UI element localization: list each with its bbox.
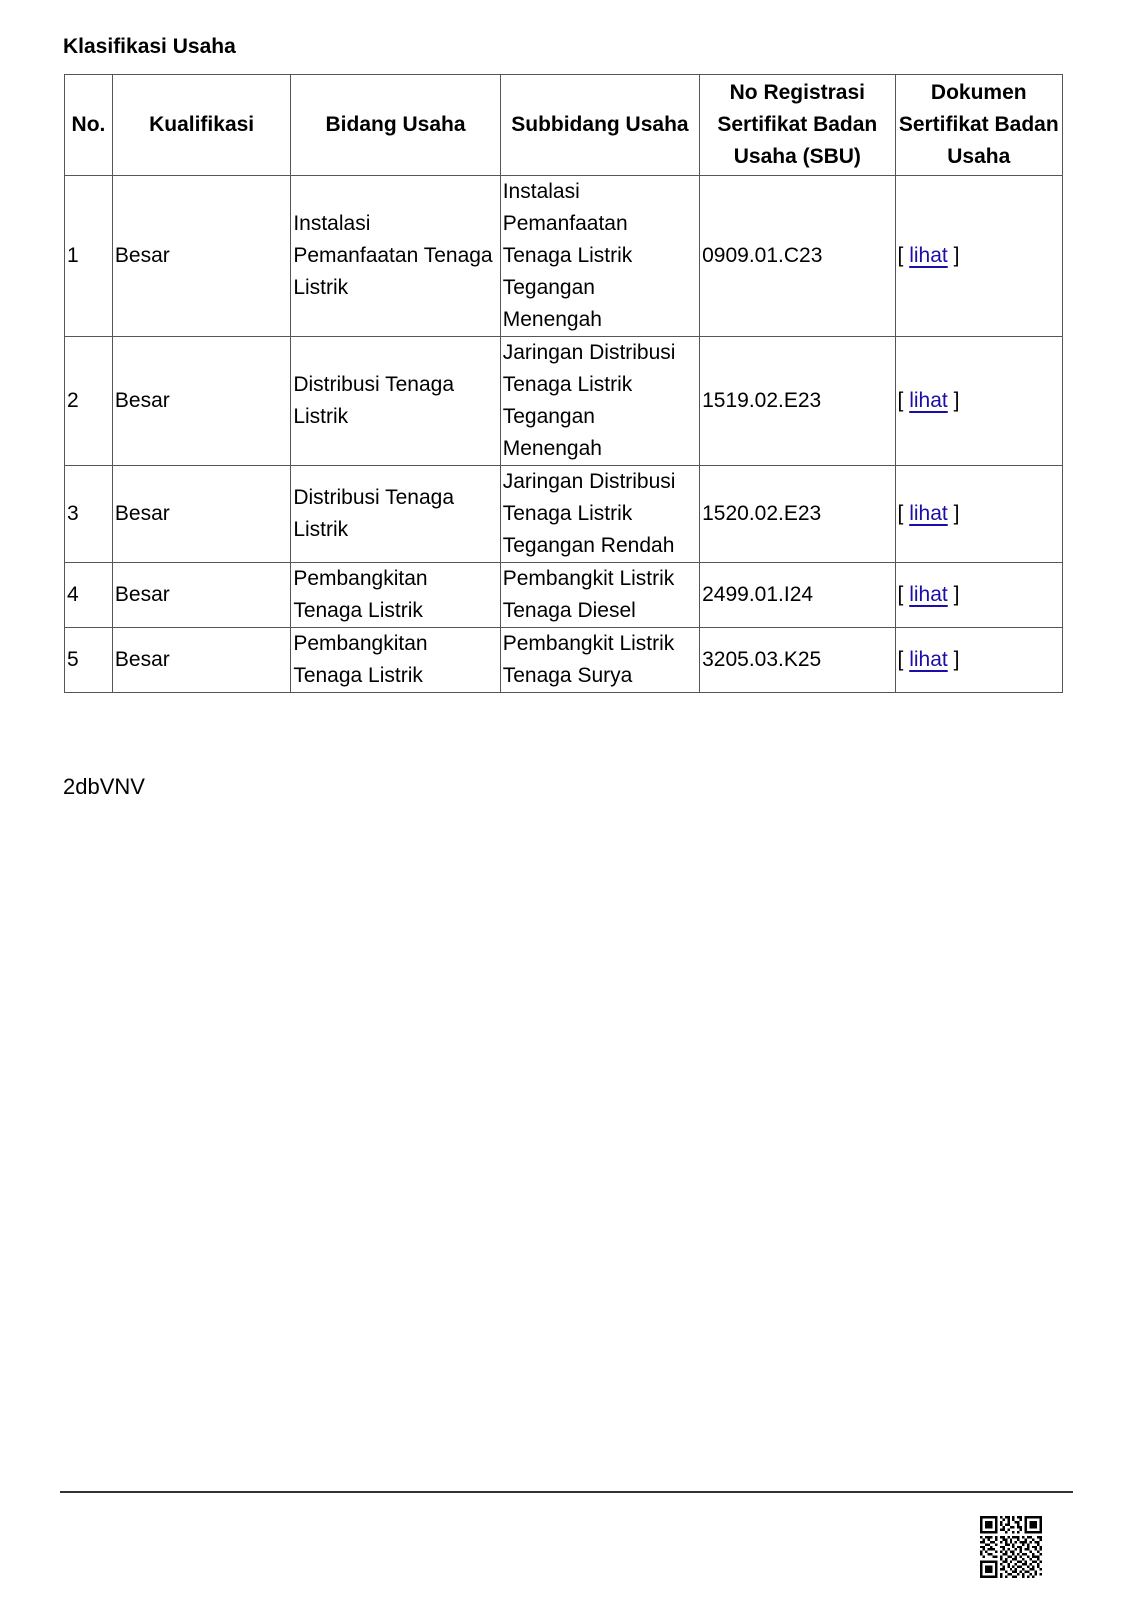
table-row [65, 628, 1063, 693]
table-row [65, 337, 1063, 466]
bracket-close: ] [953, 648, 960, 671]
table-header-row [65, 75, 1063, 176]
bracket-close: ] [953, 244, 960, 267]
bracket-open: [ [897, 648, 904, 671]
header-no-registrasi: No Registrasi Sertifikat Badan Usaha (SBU) [700, 75, 895, 176]
header-kualifikasi: Kualifikasi [112, 75, 290, 176]
cell-no: 1 [65, 176, 113, 337]
cell-no-registrasi: 1519.02.E23 [700, 337, 895, 466]
bracket-open: [ [897, 583, 904, 606]
cell-subbidang-usaha: Pembangkit Listrik Tenaga Surya [500, 628, 699, 693]
cell-bidang-usaha: Pembangkitan Tenaga Listrik [291, 563, 500, 628]
bracket-open: [ [897, 244, 904, 267]
qr-code-icon [980, 1516, 1042, 1578]
klasifikasi-table [64, 74, 1063, 693]
cell-no-registrasi: 0909.01.C23 [700, 176, 895, 337]
cell-dokumen [895, 466, 1062, 563]
cell-no-registrasi: 3205.03.K25 [700, 628, 895, 693]
cell-kualifikasi: Besar [112, 337, 290, 466]
cell-bidang-usaha: Instalasi Pemanfaatan Tenaga Listrik [291, 176, 500, 337]
lihat-link[interactable]: lihat [909, 389, 948, 412]
lihat-link[interactable]: lihat [909, 244, 948, 267]
cell-subbidang-usaha: Pembangkit Listrik Tenaga Diesel [500, 563, 699, 628]
cell-no: 5 [65, 628, 113, 693]
bracket-close: ] [953, 583, 960, 606]
header-bidang-usaha: Bidang Usaha [291, 75, 500, 176]
table-row [65, 176, 1063, 337]
cell-kualifikasi: Besar [112, 628, 290, 693]
lihat-link[interactable]: lihat [909, 648, 948, 671]
footer-divider [60, 1491, 1073, 1493]
header-dokumen: Dokumen Sertifikat Badan Usaha [895, 75, 1062, 176]
bracket-close: ] [953, 389, 960, 412]
cell-no-registrasi: 2499.01.I24 [700, 563, 895, 628]
document-code: 2dbVNV [63, 774, 145, 799]
cell-subbidang-usaha: Jaringan Distribusi Tenaga Listrik Tegangan Rendah [500, 466, 699, 563]
cell-dokumen [895, 563, 1062, 628]
cell-no: 2 [65, 337, 113, 466]
cell-subbidang-usaha: Jaringan Distribusi Tenaga Listrik Tegangan Menengah [500, 337, 699, 466]
bracket-open: [ [897, 502, 904, 525]
cell-dokumen [895, 337, 1062, 466]
cell-kualifikasi: Besar [112, 176, 290, 337]
lihat-link[interactable]: lihat [909, 583, 948, 606]
table-row [65, 466, 1063, 563]
cell-subbidang-usaha: Instalasi Pemanfaatan Tenaga Listrik Tegangan Menengah [500, 176, 699, 337]
cell-no: 4 [65, 563, 113, 628]
header-subbidang-usaha: Subbidang Usaha [500, 75, 699, 176]
cell-no-registrasi: 1520.02.E23 [700, 466, 895, 563]
bracket-close: ] [953, 502, 960, 525]
cell-kualifikasi: Besar [112, 466, 290, 563]
cell-no: 3 [65, 466, 113, 563]
header-no: No. [65, 75, 113, 176]
cell-dokumen [895, 628, 1062, 693]
cell-bidang-usaha: Pembangkitan Tenaga Listrik [291, 628, 500, 693]
cell-dokumen [895, 176, 1062, 337]
cell-kualifikasi: Besar [112, 563, 290, 628]
table-row [65, 563, 1063, 628]
lihat-link[interactable]: lihat [909, 502, 948, 525]
bracket-open: [ [897, 389, 904, 412]
section-title: Klasifikasi Usaha [63, 35, 236, 58]
cell-bidang-usaha: Distribusi Tenaga Listrik [291, 337, 500, 466]
cell-bidang-usaha: Distribusi Tenaga Listrik [291, 466, 500, 563]
